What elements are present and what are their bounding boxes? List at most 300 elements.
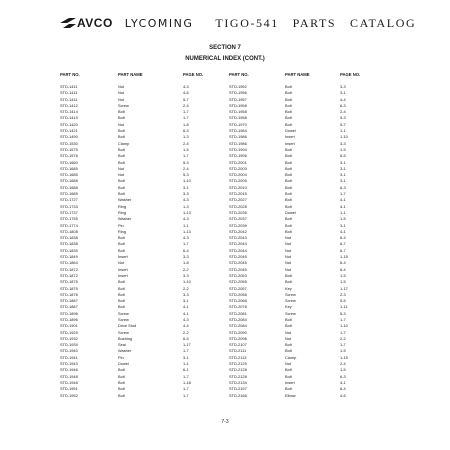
table-row: [0, 393, 450, 399]
page-no-cell: 3-1: [340, 222, 346, 228]
page-no-cell: 3-1: [183, 184, 189, 190]
part-name-cell: Bolt: [118, 128, 125, 134]
part-name-cell: Screw: [118, 329, 129, 335]
page-no-cell: 6-7: [340, 241, 346, 247]
part-name-cell: Bushing: [118, 335, 133, 341]
page-no-cell: 3-3: [340, 140, 346, 146]
page-no-cell: 5-3: [183, 159, 189, 165]
part-name-cell: Bolt: [285, 386, 292, 392]
part-no-cell: STD-1839: [60, 247, 78, 253]
page-no-cell: 2-4: [340, 109, 346, 115]
page-no-cell: 1-7: [340, 329, 346, 335]
page-no-cell: 3-1: [183, 298, 189, 304]
part-name-cell: Insert: [285, 134, 295, 140]
part-no-cell: STD-1948: [60, 379, 78, 385]
part-name-cell: Bolt: [118, 304, 125, 310]
part-name-cell: Bolt: [118, 184, 125, 190]
page-no-cell: 1-7: [340, 342, 346, 348]
page-no-cell: 6-5: [183, 335, 189, 341]
part-name-cell: Nut: [285, 361, 292, 367]
part-no-cell: STD-2057: [229, 285, 247, 291]
part-name-cell: Screw: [285, 310, 296, 316]
part-name-cell: Bolt: [285, 279, 292, 285]
part-no-cell: STD-1934: [60, 342, 78, 348]
part-no-cell: STD-2068: [229, 298, 247, 304]
part-name-cell: Bolt: [118, 191, 125, 197]
column-headers: [0, 72, 450, 80]
page-no-cell: 6-5: [340, 153, 346, 159]
part-no-cell: STD-1943: [60, 361, 78, 367]
part-no-cell: STD-1986: [229, 140, 247, 146]
part-no-cell: STD-2042: [229, 228, 247, 234]
brand-avco: AVCO: [77, 16, 113, 30]
part-no-cell: STD-1688: [60, 178, 78, 184]
part-name-cell: Bolt: [118, 178, 125, 184]
part-no-cell: STD-1849: [60, 254, 78, 260]
part-no-cell: STD-2039: [229, 222, 247, 228]
page-no-cell: 3-1: [340, 165, 346, 171]
page-no-cell: 4-1: [183, 310, 189, 316]
part-name-cell: Bolt: [285, 342, 292, 348]
part-name-cell: Insert: [118, 254, 128, 260]
part-name-cell: Bolt: [285, 121, 292, 127]
page-no-cell: 4-1: [340, 203, 346, 209]
part-no-cell: STD-2090: [229, 329, 247, 335]
part-no-cell: STD-2035: [229, 209, 247, 215]
part-name-cell: Bolt: [285, 367, 292, 373]
part-name-cell: Bolt: [285, 373, 292, 379]
part-name-cell: Bolt: [285, 203, 292, 209]
page-no-cell: 3-1: [183, 354, 189, 360]
part-no-cell: STD-2096: [229, 335, 247, 341]
page-no-cell: 1-7: [183, 373, 189, 379]
page-no-cell: 1-8: [183, 121, 189, 127]
part-no-cell: STD-1958: [229, 109, 247, 115]
page-no-cell: 1-11: [340, 304, 348, 310]
part-no-cell: STD-2027: [229, 197, 247, 203]
page-no-cell: 2-4: [183, 102, 189, 108]
page-no-cell: 4-6: [340, 392, 346, 398]
part-no-cell: STD-1685: [60, 165, 78, 171]
page-no-cell: 3-1: [340, 90, 346, 96]
avco-wing-icon: [60, 18, 76, 28]
part-name-cell: Bolt: [118, 115, 125, 121]
part-name-cell: Bolt: [118, 146, 125, 152]
part-name-cell: Bolt: [118, 285, 125, 291]
part-no-cell: STD-2084: [229, 323, 247, 329]
part-name-cell: Bolt: [285, 109, 292, 115]
avco-logo: [60, 16, 113, 30]
page-no-cell: 6-3: [340, 102, 346, 108]
page-no-cell: 6-4: [340, 266, 346, 272]
part-no-cell: STD-1958: [229, 102, 247, 108]
part-no-cell: STD-1838: [60, 241, 78, 247]
page-no-cell: 1-7: [340, 191, 346, 197]
part-no-cell: STD-1755: [60, 216, 78, 222]
part-name-cell: Nut: [118, 165, 125, 171]
page-no-cell: 4-4: [183, 323, 189, 329]
part-no-cell: STD-1940: [60, 348, 78, 354]
part-no-cell: STD-1688: [60, 184, 78, 190]
part-name-cell: Bolt: [285, 146, 292, 152]
page-number: 7-3: [221, 419, 229, 425]
page-no-cell: 1-1: [340, 209, 346, 215]
page-no-cell: 2-2: [340, 335, 346, 341]
part-name-cell: Key: [285, 285, 292, 291]
part-no-cell: STD-1952: [229, 84, 247, 89]
catalog-header: [60, 14, 420, 32]
part-no-cell: STD-2044: [229, 247, 247, 253]
part-no-cell: STD-1872: [60, 272, 78, 278]
part-name-cell: Nut: [118, 260, 125, 266]
part-name-cell: Insert: [118, 272, 128, 278]
page-no-cell: 1-5: [340, 146, 346, 152]
part-name-cell: Bolt: [285, 184, 292, 190]
part-no-cell: STD-1896: [60, 316, 78, 322]
part-name-cell: Dowel: [285, 209, 296, 215]
page-no-cell: 6-3: [183, 128, 189, 134]
part-name-cell: Insert: [285, 379, 295, 385]
part-name-cell: Bolt: [285, 228, 292, 234]
part-name-cell: Bolt: [285, 84, 292, 89]
part-name-cell: Bolt: [285, 172, 292, 178]
page-no-cell: 1-18: [183, 379, 191, 385]
part-no-cell: STD-1887: [60, 304, 78, 310]
part-name-cell: Clamp: [285, 354, 297, 360]
page-no-cell: 1-5: [340, 367, 346, 373]
part-name-cell: Nut: [118, 84, 125, 89]
part-name-cell: Bolt: [285, 197, 292, 203]
part-name-cell: Nut: [118, 121, 125, 127]
page-no-cell: 1-7: [183, 109, 189, 115]
page-no-cell: 4-1: [340, 228, 346, 234]
part-no-cell: STD-2128: [229, 367, 247, 373]
part-no-cell: STD-2015: [229, 191, 247, 197]
part-name-cell: Bolt: [285, 90, 292, 96]
part-no-cell: STD-2107: [229, 342, 247, 348]
part-name-cell: Nut: [118, 172, 125, 178]
part-no-cell: STD-1956: [229, 90, 247, 96]
part-name-cell: Bolt: [285, 115, 292, 121]
page-no-cell: 6-7: [340, 247, 346, 253]
part-name-cell: Nut: [285, 235, 292, 241]
part-no-cell: STD-2005: [229, 178, 247, 184]
page-no-cell: 1-7: [183, 153, 189, 159]
part-no-cell: STD-1411: [60, 84, 78, 89]
page-no-cell: 6-3: [340, 373, 346, 379]
page-no-cell: 1-7: [183, 348, 189, 354]
page-no-cell: 4-3: [183, 84, 189, 89]
section-heading: SECTION 7: [209, 45, 241, 51]
part-name-cell: Bolt: [118, 373, 125, 379]
part-no-cell: STD-1941: [60, 354, 78, 360]
page-no-cell: 3-1: [340, 159, 346, 165]
part-name-cell: Nut: [285, 335, 292, 341]
page-no-cell: 2-3: [340, 291, 346, 297]
page-no-cell: 3-1: [340, 178, 346, 184]
part-name-cell: Elbow: [285, 392, 296, 398]
page-no-cell: 1-5: [340, 216, 346, 222]
part-no-cell: STD-1872: [60, 266, 78, 272]
part-name-cell: Bolt: [118, 392, 125, 398]
part-no-cell: STD-1932: [60, 335, 78, 341]
part-name-cell: Bolt: [118, 247, 125, 253]
page-no-cell: 1-10: [340, 323, 348, 329]
page-no-cell: 1-5: [183, 146, 189, 152]
part-name-cell: Bolt: [285, 222, 292, 228]
page-no-cell: 4-6: [183, 90, 189, 96]
part-no-cell: STD-1774: [60, 222, 78, 228]
part-name-cell: Dowel: [285, 128, 296, 134]
part-name-cell: Bolt: [285, 159, 292, 165]
page-no-cell: 1-10: [183, 279, 191, 285]
page-no-cell: 1-1: [183, 222, 189, 228]
part-name-cell: Bolt: [285, 216, 292, 222]
column-header: PAGE NO.: [340, 72, 361, 77]
part-name-cell: Bolt: [118, 386, 125, 392]
page-no-cell: 2-4: [340, 361, 346, 367]
page-no-cell: 5-7: [183, 96, 189, 102]
part-name-cell: Nut: [285, 254, 292, 260]
page-no-cell: 2-4: [183, 140, 189, 146]
part-no-cell: STD-1952: [60, 392, 78, 398]
part-no-cell: STD-1875: [60, 285, 78, 291]
column-header: PAGE NO.: [183, 72, 204, 77]
page-no-cell: 1-7: [183, 115, 189, 121]
part-name-cell: Bolt: [118, 134, 125, 140]
page-no-cell: 1-5: [340, 279, 346, 285]
page-no-cell: 1-10: [340, 134, 348, 140]
part-no-cell: STD-2157: [229, 386, 247, 392]
page-no-cell: 4-1: [340, 197, 346, 203]
part-no-cell: STD-1412: [60, 102, 78, 108]
page-no-cell: 3-3: [183, 272, 189, 278]
page-no-cell: 4-3: [183, 197, 189, 203]
part-no-cell: STD-1414: [60, 109, 78, 115]
part-no-cell: STD-1958: [229, 115, 247, 121]
page-no-cell: 1-8: [183, 260, 189, 266]
part-no-cell: STD-1875: [60, 279, 78, 285]
part-no-cell: STD-1951: [60, 386, 78, 392]
page-no-cell: 1-10: [183, 178, 191, 184]
part-name-cell: Bolt: [285, 348, 292, 354]
page-no-cell: 3-3: [183, 191, 189, 197]
page-no-cell: 1-3: [183, 134, 189, 140]
part-no-cell: STD-2113: [229, 354, 247, 360]
part-no-cell: STD-1984: [229, 128, 247, 134]
part-no-cell: STD-1727: [60, 197, 78, 203]
part-name-cell: Bolt: [118, 159, 125, 165]
part-no-cell: STD-1689: [60, 191, 78, 197]
part-no-cell: STD-1901: [60, 323, 78, 329]
part-name-cell: Ring: [118, 203, 127, 209]
page-no-cell: 6-3: [340, 184, 346, 190]
page-no-cell: 1-3: [183, 203, 189, 209]
part-no-cell: STD-2081: [229, 310, 247, 316]
part-no-cell: STD-1421: [60, 128, 78, 134]
page-no-cell: 2-2: [183, 285, 189, 291]
page-no-cell: 1-7: [183, 392, 189, 398]
part-name-cell: Bolt: [285, 153, 292, 159]
page-no-cell: 5-3: [183, 172, 189, 178]
part-name-cell: Screw: [118, 316, 129, 322]
part-name-cell: Washer: [118, 216, 132, 222]
part-name-cell: Bolt: [118, 367, 125, 373]
part-name-cell: Bolt: [118, 109, 125, 115]
part-no-cell: STD-2043: [229, 235, 247, 241]
column-header: PART NO.: [229, 72, 249, 77]
page-no-cell: 5-7: [340, 121, 346, 127]
page-no-cell: 1-7: [183, 241, 189, 247]
page-no-cell: 5-5: [340, 298, 346, 304]
part-name-cell: Bolt: [118, 298, 125, 304]
part-no-cell: STD-2045: [229, 254, 247, 260]
page-no-cell: 4-3: [183, 316, 189, 322]
page-no-cell: 2-4: [183, 165, 189, 171]
part-name-cell: Insert: [118, 266, 128, 272]
page-no-cell: 1-13: [183, 209, 191, 215]
page-no-cell: 3-3: [340, 84, 346, 89]
part-no-cell: STD-1896: [60, 310, 78, 316]
column-header: PART NO.: [60, 72, 80, 77]
page-no-cell: 3-1: [340, 172, 346, 178]
part-name-cell: Pin: [118, 354, 124, 360]
part-name-cell: Clamp: [118, 140, 130, 146]
part-name-cell: Key: [285, 304, 292, 310]
page-no-cell: 1-7: [183, 386, 189, 392]
column-header: PART NAME: [118, 72, 143, 77]
part-no-cell: STD-1490: [60, 134, 78, 140]
part-no-cell: STD-2004: [229, 172, 247, 178]
part-name-cell: Seal: [118, 342, 126, 348]
part-name-cell: Drive Stud: [118, 323, 137, 329]
part-no-cell: STD-2045: [229, 266, 247, 272]
part-no-cell: STD-1887: [60, 298, 78, 304]
part-name-cell: Insert: [285, 140, 295, 146]
part-name-cell: Nut: [118, 90, 125, 96]
page-no-cell: 4-4: [340, 96, 346, 102]
part-no-cell: STD-2166: [229, 392, 247, 398]
part-no-cell: STD-1733: [60, 203, 78, 209]
part-name-cell: Nut: [285, 241, 292, 247]
part-no-cell: STD-1576: [60, 153, 78, 159]
part-name-cell: Bolt: [118, 279, 125, 285]
part-name-cell: Screw: [118, 102, 129, 108]
part-name-cell: Pin: [118, 222, 124, 228]
subsection-heading: NUMERICAL INDEX (CONT.): [185, 56, 265, 62]
part-name-cell: Bolt: [118, 235, 125, 241]
page-no-cell: 1-1: [183, 361, 189, 367]
page-no-cell: 1-17: [183, 342, 191, 348]
part-no-cell: STD-1419: [60, 115, 78, 121]
page-no-cell: 6-4: [340, 235, 346, 241]
part-no-cell: STD-2028: [229, 203, 247, 209]
page-no-cell: 1-1: [340, 128, 346, 134]
page-no-cell: 6-1: [183, 367, 189, 373]
part-name-cell: Screw: [285, 291, 296, 297]
part-name-cell: Bolt: [285, 191, 292, 197]
part-name-cell: Nut: [285, 247, 292, 253]
page-no-cell: 4-1: [340, 379, 346, 385]
part-no-cell: STD-1925: [60, 329, 78, 335]
page-no-cell: 3-3: [183, 254, 189, 260]
index-table: [0, 84, 450, 399]
page-no-cell: 4-3: [183, 235, 189, 241]
part-name-cell: Bolt: [285, 316, 292, 322]
part-name-cell: Dowel: [118, 361, 129, 367]
page-no-cell: 1-7: [340, 316, 346, 322]
catalog-title: TIGO-541 PARTS CATALOG: [215, 15, 417, 30]
part-no-cell: STD-2111: [229, 348, 247, 354]
part-no-cell: STD-1808: [60, 228, 78, 234]
page-no-cell: 2-2: [183, 266, 189, 272]
part-no-cell: STD-1838: [60, 235, 78, 241]
page-no-cell: 1-5: [340, 272, 346, 278]
brand-lycoming: LYCOMING: [124, 16, 194, 30]
part-no-cell: STD-2010: [229, 184, 247, 190]
part-no-cell: STD-2076: [229, 304, 247, 310]
part-no-cell: STD-1737: [60, 209, 78, 215]
part-name-cell: Bolt: [118, 379, 125, 385]
part-no-cell: STD-1420: [60, 121, 78, 127]
part-no-cell: STD-1660: [60, 159, 78, 165]
page-no-cell: 4-1: [183, 304, 189, 310]
part-no-cell: STD-2125: [229, 361, 247, 367]
part-no-cell: STD-2053: [229, 272, 247, 278]
part-no-cell: STD-1970: [229, 121, 247, 127]
part-name-cell: Nut: [118, 96, 125, 102]
part-no-cell: STD-2055: [229, 279, 247, 285]
page-no-cell: 1-5: [340, 348, 346, 354]
page-no-cell: 5-3: [340, 115, 346, 121]
part-no-cell: STD-2084: [229, 316, 247, 322]
page-no-cell: 6-4: [340, 386, 346, 392]
part-no-cell: STD-1957: [229, 96, 247, 102]
page-no-cell: 6-4: [183, 247, 189, 253]
part-no-cell: STD-2037: [229, 216, 247, 222]
column-header: PART NAME: [285, 72, 310, 77]
part-no-cell: STD-2128: [229, 373, 247, 379]
part-name-cell: Nut: [285, 329, 292, 335]
page-no-cell: 3-3: [183, 291, 189, 297]
part-no-cell: STD-1685: [60, 172, 78, 178]
part-no-cell: STD-1575: [60, 146, 78, 152]
part-no-cell: STD-1986: [229, 134, 247, 140]
page-no-cell: 2-2: [183, 329, 189, 335]
part-no-cell: STD-1530: [60, 140, 78, 146]
part-name-cell: Washer: [118, 197, 132, 203]
part-no-cell: STD-1411: [60, 90, 78, 96]
part-name-cell: Nut: [285, 266, 292, 272]
part-no-cell: STD-1994: [229, 146, 247, 152]
part-name-cell: Washer: [118, 348, 132, 354]
part-no-cell: STD-2044: [229, 241, 247, 247]
part-name-cell: Ring: [118, 228, 127, 234]
page-no-cell: 5-3: [340, 310, 346, 316]
part-no-cell: STD-2045: [229, 260, 247, 266]
part-name-cell: Bolt: [285, 272, 292, 278]
page-no-cell: 1-17: [340, 285, 348, 291]
part-no-cell: STD-1996: [229, 153, 247, 159]
part-no-cell: STD-1411: [60, 96, 78, 102]
part-no-cell: STD-1876: [60, 291, 78, 297]
part-name-cell: Bolt: [118, 153, 125, 159]
part-name-cell: Bolt: [285, 102, 292, 108]
part-name-cell: Bolt: [118, 241, 125, 247]
part-no-cell: STD-2058: [229, 291, 247, 297]
part-no-cell: STD-1948: [60, 373, 78, 379]
part-no-cell: STD-1864: [60, 260, 78, 266]
